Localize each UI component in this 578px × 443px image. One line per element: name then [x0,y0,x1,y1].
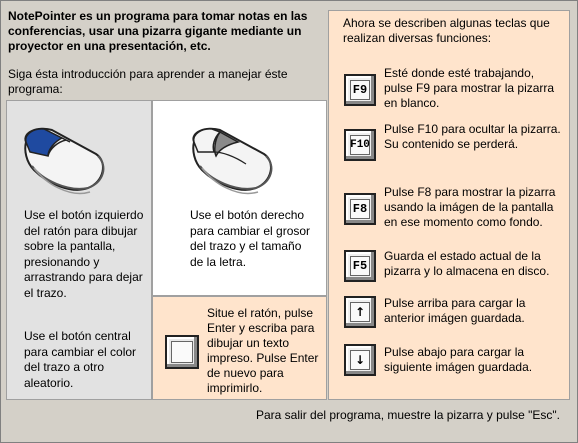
f5-key-desc: Guarda el estado actual de la pizarra y lo almacena en disco. [384,249,550,278]
f10-key-icon: F10 [344,129,376,161]
arrow-down-key-desc: Pulse abajo para cargar la siguiente imágen guardada. [384,345,533,374]
mouse-left-button-icon [18,122,110,198]
enter-key-text: Situe el ratón, pulse Enter y escriba para dibujar un texto impreso. Pulse Enter de nuevo para imprimirlo. [207,306,319,395]
left-button-text: Use el botón izquierdo del ratón para dibujar sobre la pantalla, presionando y arrastrando para dejar el trazo. [24,208,144,300]
f5-key-icon: F5 [344,250,376,282]
f9-key-icon: F9 [344,74,376,106]
keys-heading: Ahora se describen algunas teclas que realizan diversas funciones: [343,16,550,45]
mouse-right-button-icon [186,122,278,198]
f8-key-icon: F8 [344,193,376,225]
f9-key-desc: Esté donde esté trabajando, pulse F9 para mostrar la pizarra en blanco. [384,66,555,110]
intro-text: Siga ésta introducción para aprender a manejar éste programa: [8,67,288,96]
right-button-text: Use el botón derecho para cambiar el grosor del trazo y el tamaño de la letra. [190,208,311,269]
arrow-up-key-desc: Pulse arriba para cargar la anterior imágen guardada. [384,296,526,325]
footer-text: Para salir del programa, muestre la pizarra y pulse "Esc". [256,408,560,422]
arrow-up-key-icon: ↑ [344,296,376,328]
f10-key-desc: Pulse F10 para ocultar la pizarra. Su contenido se perderá. [384,122,561,151]
middle-button-text: Use el botón central para cambiar el color del trazo a otro aleatorio. [24,329,137,390]
arrow-down-key-icon: ↓ [344,344,376,376]
enter-key-icon [165,335,199,369]
f8-key-desc: Pulse F8 para mostrar la pizarra usando la imágen de la pantalla en ese momento como fondo. [384,185,556,229]
intro-bold-text: NotePointer es un programa para tomar notas en las conferencias, usar una pizarra gigante mediante un proyector en una presentación, etc. [8,9,308,53]
